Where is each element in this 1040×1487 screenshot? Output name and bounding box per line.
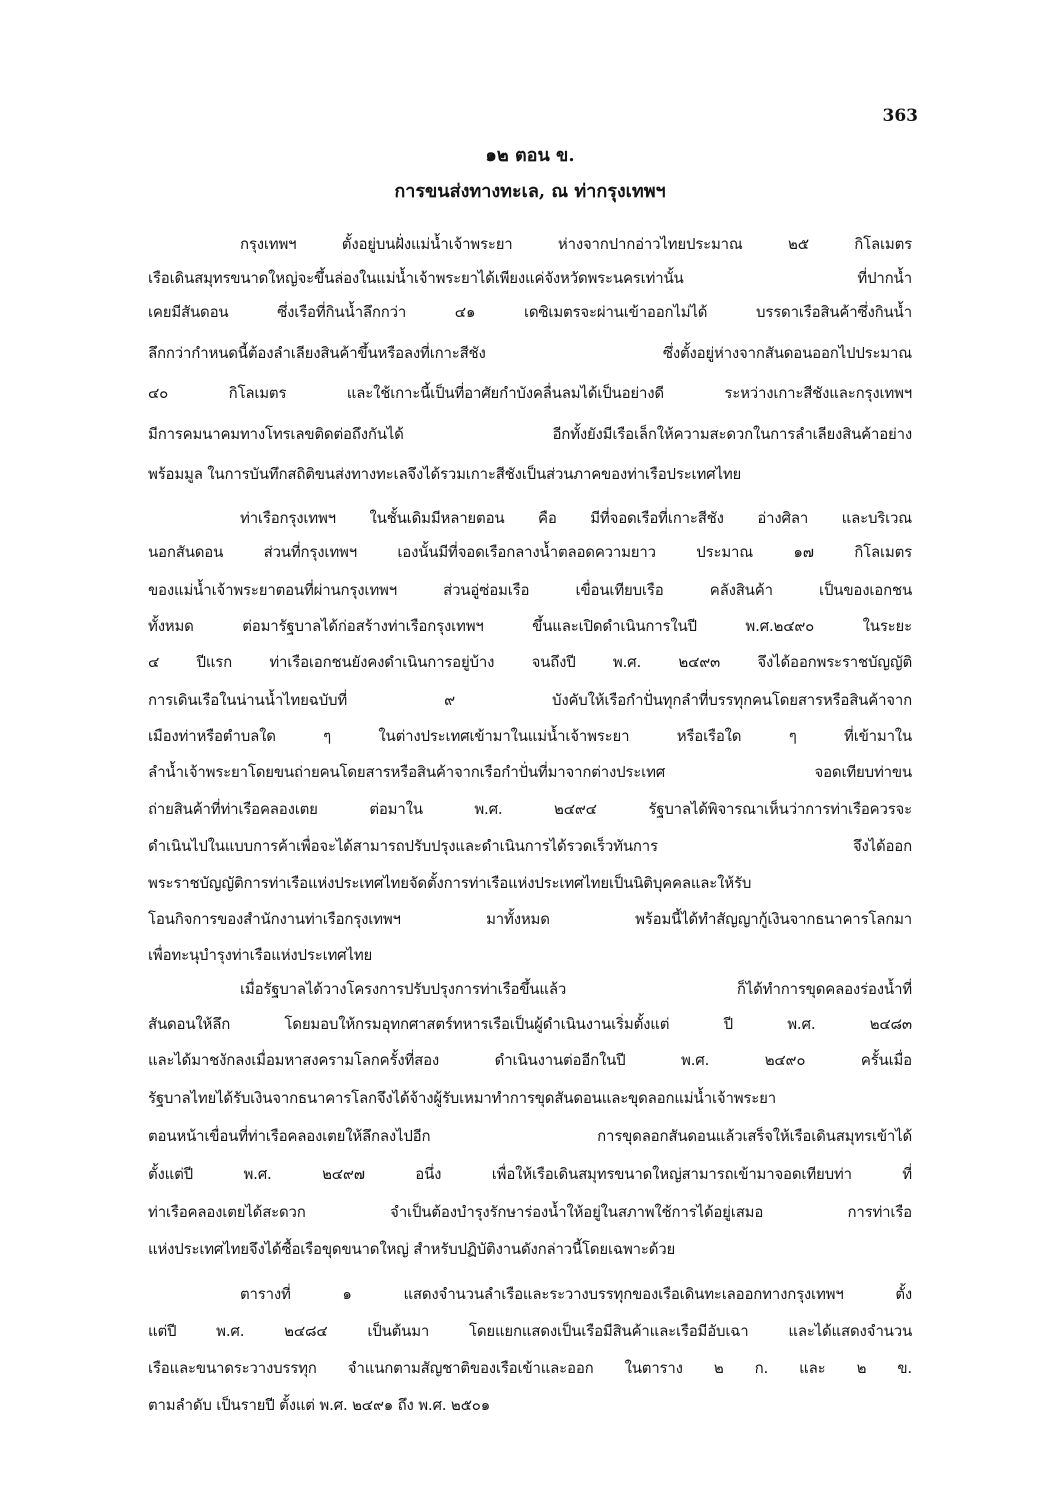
page-number: 363 — [882, 106, 918, 126]
text-line: แห่งประเทศไทยจึงได้ซื้อเรือขุดขนาดใหญ่ สำหรับปฏิบัติงานดังกล่าวนี้โดยเฉพาะด้วย — [148, 1240, 676, 1258]
page-title: การขนส่งทางทะเล, ณ ท่ากรุงเทพฯ — [394, 181, 666, 202]
text-line: เคยมีสันดอน ซึ่งเรือที่กินน้ำลึกกว่า ๔๑ เดซิเมตรจะผ่านเข้าออกไม่ได้ บรรดาเรือสินค้าซึ่งกินน้ำ — [148, 303, 912, 321]
text-line: เรือเดินสมุทรขนาดใหญ่จะขึ้นล่องในแม่น้ำเจ้าพระยาได้เพียงแค่จังหวัดพระนครเท่านั้น ที่ปากน้ำ — [148, 269, 912, 287]
text-line: ลึกกว่ากำหนดนี้ต้องลำเลียงสินค้าขึ้นหรือลงที่เกาะสีชัง ซึ่งตั้งอยู่ห่างจากสันดอนออกไปประมาณ — [148, 344, 912, 362]
text-line: พร้อมมูล ในการบันทึกสถิติขนส่งทางทะเลจึงได้รวมเกาะสีชังเป็นส่วนภาคของท่าเรือประเทศไทย — [148, 465, 742, 483]
text-line: มีการคมนาคมทางโทรเลขติดต่อถึงกันได้ อีกทั้งยังมีเรือเล็กให้ความสะดวกในการลำเลียงสินค้าอย่าง — [148, 425, 912, 443]
text-line: ดำเนินไปในแบบการค้าเพื่อจะได้สามารถปรับปรุงและดำเนินการได้รวดเร็วทันการ จึงได้ออก — [148, 837, 912, 855]
text-line: และได้มาชงักลงเมื่อมหาสงครามโลกครั้งที่สอง ดำเนินงานต่ออีกในปี พ.ศ. ๒๔๙๐ ครั้นเมื่อ — [148, 1051, 912, 1069]
text-line: พระราชบัญญัติการท่าเรือแห่งประเทศไทยจัดตั้งการท่าเรือแห่งประเทศไทยเป็นนิติบุคคลและให้รับ — [148, 874, 752, 892]
text-line: ลำน้ำเจ้าพระยาโดยขนถ่ายคนโดยสารหรือสินค้าจากเรือกำปั่นที่มาจากต่างประเทศ จอดเทียบท่าขน — [148, 763, 912, 781]
text-line: ๔ ปีแรก ท่าเรือเอกชนยังคงดำเนินการอยู่บ้าง จนถึงปี พ.ศ. ๒๔๙๓ จึงได้ออกพระราชบัญญัติ — [148, 653, 912, 671]
text-line: รัฐบาลไทยได้รับเงินจากธนาคารโลกจึงได้จ้างผู้รับเหมาทำการขุดสันดอนและขุดลอกแม่น้ำเจ้าพระยา — [148, 1089, 776, 1107]
text-line: เรือและขนาดระวางบรรทุก จำแนกตามสัญชาติของเรือเข้าและออก ในตาราง ๒ ก. และ ๒ ข. — [148, 1359, 912, 1377]
text-line: แต่ปี พ.ศ. ๒๔๘๔ เป็นต้นมา โดยแยกแสดงเป็นเรือมีสินค้าและเรือมีอับเฉา และได้แสดงจำนวน — [148, 1322, 912, 1340]
text-line: โอนกิจการของสำนักงานท่าเรือกรุงเทพฯ มาทั้งหมด พร้อมนี้ได้ทำสัญญากู้เงินจากธนาคารโลกมา — [148, 910, 912, 928]
text-line: เมืองท่าหรือตำบลใด ๆ ในต่างประเทศเข้ามาในแม่น้ำเจ้าพระยา หรือเรือใด ๆ ที่เข้ามาใน — [148, 727, 912, 745]
text-line: สันดอนให้ลึก โดยมอบให้กรมอุทกศาสตร์ทหารเรือเป็นผู้ดำเนินงานเริ่มตั้งแต่ ปี พ.ศ. ๒๔๘๓ — [148, 1015, 912, 1033]
text-line: ทั้งหมด ต่อมารัฐบาลได้ก่อสร้างท่าเรือกรุงเทพฯ ขึ้นและเปิดดำเนินการในปี พ.ศ.๒๔๙๐ ในระยะ — [148, 617, 912, 635]
text-line: ตั้งแต่ปี พ.ศ. ๒๔๙๗ อนึ่ง เพื่อให้เรือเดินสมุทรขนาดใหญ่สามารถเข้ามาจอดเทียบท่า ที่ — [148, 1165, 912, 1183]
text-line: ท่าเรือคลองเตยได้สะดวก จำเป็นต้องบำรุงรักษาร่องน้ำให้อยู่ในสภาพใช้การได้อยู่เสมอ การท่าเรือ — [148, 1203, 912, 1221]
text-line: กรุงเทพฯ ตั้งอยู่บนฝั่งแม่น้ำเจ้าพระยา ห่างจากปากอ่าวไทยประมาณ ๒๕ กิโลเมตร — [240, 235, 912, 253]
section-heading: ๑๒ ตอน ข. — [485, 145, 575, 166]
text-line: ตามลำดับ เป็นรายปี ตั้งแต่ พ.ศ. ๒๔๙๑ ถึง พ.ศ. ๒๕๐๑ — [148, 1396, 491, 1414]
text-line: ถ่ายสินค้าที่ท่าเรือคลองเตย ต่อมาใน พ.ศ. ๒๔๙๔ รัฐบาลได้พิจารณาเห็นว่าการท่าเรือควรจะ — [148, 800, 912, 818]
text-line: ตารางที่ ๑ แสดงจำนวนลำเรือและระวางบรรทุกของเรือเดินทะเลออกทางกรุงเทพฯ ตั้ง — [240, 1285, 912, 1303]
text-line: การเดินเรือในน่านน้ำไทยฉบับที่ ๙ บังคับให้เรือกำปั่นทุกลำที่บรรทุกคนโดยสารหรือสินค้าจาก — [148, 691, 912, 709]
text-line: ท่าเรือกรุงเทพฯ ในชั้นเดิมมีหลายตอน คือ มีที่จอดเรือที่เกาะสีชัง อ่างศิลา และบริเวณ — [240, 509, 912, 527]
text-line: ของแม่น้ำเจ้าพระยาตอนที่ผ่านกรุงเทพฯ ส่วนอู่ซ่อมเรือ เขื่อนเทียบเรือ คลังสินค้า เป็นของเอกชน — [148, 581, 912, 599]
text-line: ตอนหน้าเขื่อนที่ท่าเรือคลองเตยให้ลึกลงไปอีก การขุดลอกสันดอนแล้วเสร็จให้เรือเดินสมุทรเข้าได้ — [148, 1127, 912, 1145]
text-line: ๔๐ กิโลเมตร และใช้เกาะนี้เป็นที่อาศัยกำบังคลื่นลมได้เป็นอย่างดี ระหว่างเกาะสีชังและกรุงเทพฯ — [148, 384, 912, 402]
text-line: เมื่อรัฐบาลได้วางโครงการปรับปรุงการท่าเรือขึ้นแล้ว ก็ได้ทำการขุดคลองร่องน้ำที่ — [240, 980, 912, 998]
text-line: นอกสันดอน ส่วนที่กรุงเทพฯ เองนั้นมีที่จอดเรือกลางน้ำตลอดความยาว ประมาณ ๑๗ กิโลเมตร — [148, 543, 912, 561]
text-line: เพื่อทะนุบำรุงท่าเรือแห่งประเทศไทย — [148, 946, 373, 964]
